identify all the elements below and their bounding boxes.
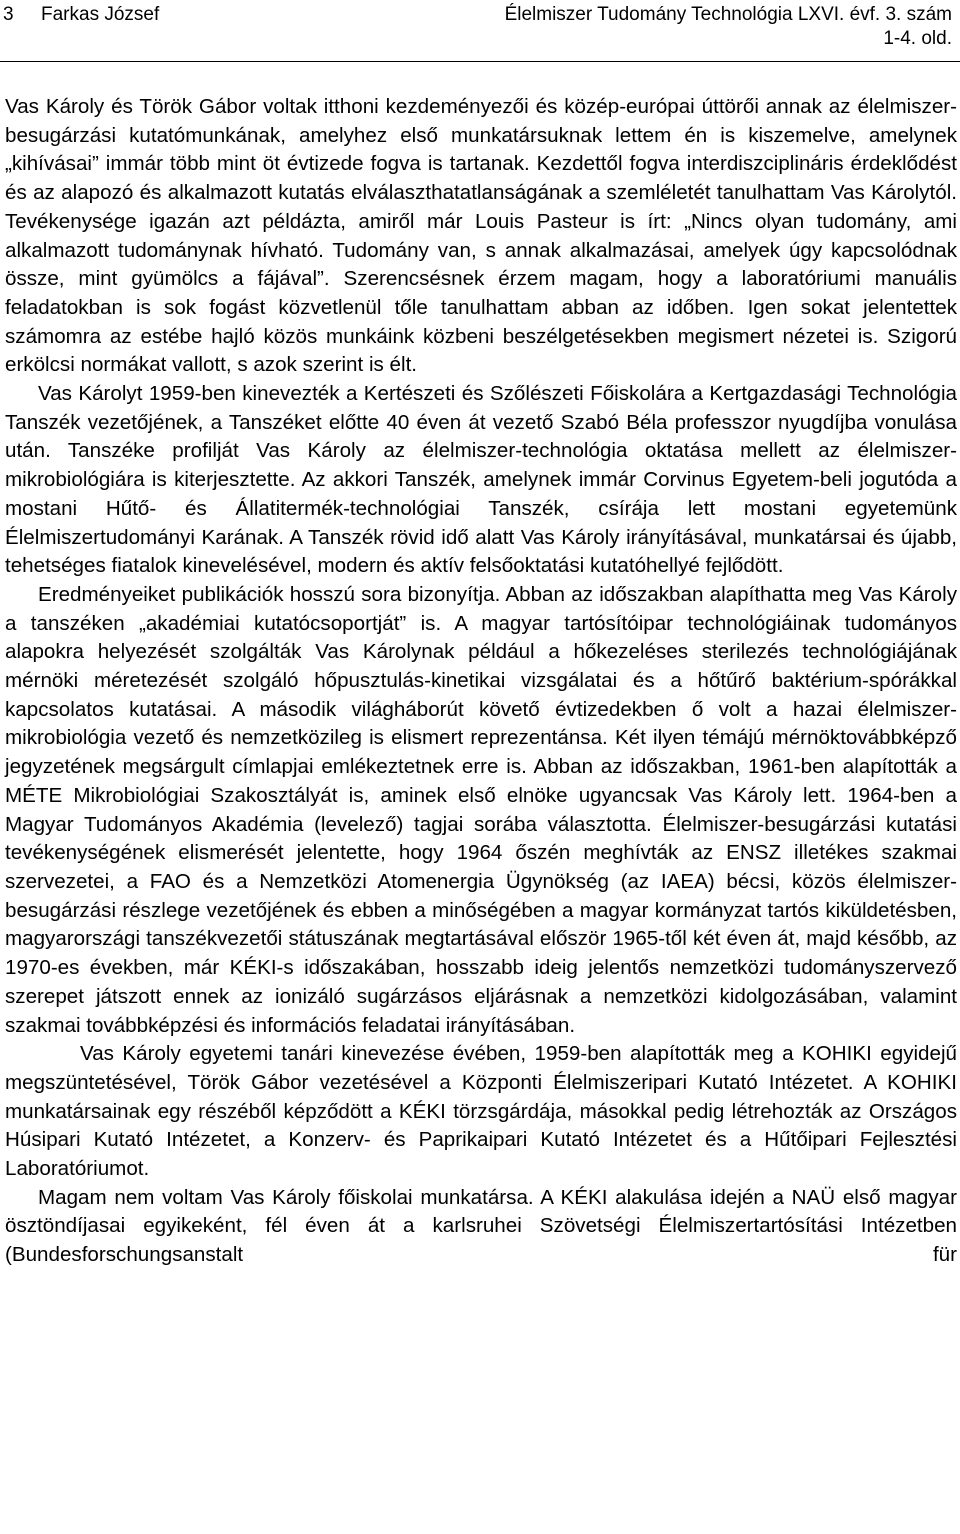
paragraph-1: Vas Károly és Török Gábor voltak itthoni kezdeményezői és közép-európai úttörői annak az élelmiszer-besugárzási kutatómunkának, amelyhez első munkatársuknak lettem én is kiszemelve, amelynek „kihívásai” immár több mint öt évtizede fogva is tartanak. Kezdettől fogva interdiszciplináris érdeklődést és az alapozó és alkalmazott kutatás elválaszthatatlanságának a szemléletét tanulhattam Vas Károlytól. Tevékenysége igazán azt példázta, amiről már Louis Pasteur is írt: „Nincs olyan tudomány, ami alkalmazott tudománynak hívható. Tudomány van, s annak alkalmazásai, amelyek úgy kapcsolódnak össze, mint gyümölcs a fájával”. Szerencsésnek érzem magam, hogy a laboratóriumi manuális feladatokban is sok fogást közvetlenül tőle tanulhattam abban az időben. Igen sokat jelentettek számomra az estébe hajló közös munkáink közbeni beszélgetésekben megismert nézetei is. Szigorú erkölcsi normákat vallott, s azok szerint is élt.: [5, 95, 957, 377]
paragraph-5: Magam nem voltam Vas Károly főiskolai munkatársa. A KÉKI alakulása idején a NAÜ első magyar ösztöndíjasai egyikeként, fél éven át a karlsruhei Szövetségi Élelmiszertartósítási Intézetben (Bundesforschungsanstalt für: [5, 1185, 957, 1267]
paragraph-4: Vas Károly egyetemi tanári kinevezése évében, 1959-ben alapították meg a KOHIKI egyidejű megszüntetésével, Török Gábor vezetésével a Központi Élelmiszeripari Kutató Intézetet. A KOHIKI munkatársainak egy részéből képződött a KÉKI törzsgárdája, másokkal pedig létrehozták az Országos Húsipari Kutató Intézetet, a Konzerv- és Paprikaipari Kutató Intézetet és a Hűtőipari Fejlesztési Laboratóriumot.: [5, 1042, 957, 1181]
header-journal: Élelmiszer Tudomány Technológia LXVI. évf. 3. szám: [504, 4, 952, 25]
header-pages: 1-4. old.: [883, 28, 952, 49]
paragraph-2: Vas Károlyt 1959-ben kinevezték a Kertészeti és Szőlészeti Főiskolára a Kertgazdasági Technológia Tanszék vezetőjének, a Tanszéket előtte 40 éven át vezető Szabó Béla professzor nyugdíjba vonulása után. Tanszéke profilját Vas Károly az élelmiszer-technológia oktatása mellett az élelmiszer-mikrobiológiára is kiterjesztette. Az akkori Tanszék, amelynek immár Corvinus Egyetem-beli jogutóda a mostani Hűtő- és Állatitermék-technológiai Tanszék, csírája lett mostani egyetemünk Élelmiszertudományi Karának. A Tanszék rövid idő alatt Vas Károly irányításával, munkatársai és újabb, tehetséges fiatalok kinevelésével, modern és aktív felsőoktatási kutatóhellyé fejlődött.: [5, 382, 957, 578]
page-header: [0, 0, 960, 48]
header-rule: [0, 61, 960, 62]
header-author: Farkas József: [41, 4, 160, 25]
paragraph-3: Eredményeiket publikációk hosszú sora bizonyítja. Abban az időszakban alapíthatta meg Vas Károly a tanszéken „akadémiai kutatócsoportját” is. A magyar tartósítóipar technológiáinak tudományos alapokra helyezését szolgálták Vas Károlynak például a hőkezeléses sterilezés technológiájának mérnöki méretezését szolgáló hőpusztulás-kinetikai vizsgálatai és a hőtűrő baktérium-spórákkal kapcsolatos kutatásai. A második világháborút követő évtizedekben ő volt a hazai élelmiszer-mikrobiológia vezető és nemzetközileg is elismert reprezentánsa. Két ilyen témájú mérnöktovábbképző jegyzetének megsárgult címlapjai emlékeztetnek erre is. Abban az időszakban, 1961-ben alapították a MÉTE Mikrobiológiai Szakosztályát is, aminek első elnöke ugyancsak Vas Károly lett. 1964-ben a Magyar Tudományos Akadémia (levelező) tagjai sorába választotta. Élelmiszer-besugárzási kutatási tevékenységének elismerését jelentette, hogy 1964 őszén meghívták az ENSZ illetékes szakmai szervezetei, a FAO és a Nemzetközi Atomenergia Ügynökség (az IAEA) bécsi, közös élelmiszer-besugárzási részlege vezetőjének és ebben a minőségében a magyar kormányzat tartós kiküldetésben, magyarországi tanszékvezetői státuszának megtartásával először 1965-től két éven át, majd később, az 1970-es években, már KÉKI-s időszakában, hosszabb ideig jelentős nemzetközi tudományszervező szerepet játszott ennek az ionizáló sugárzásos eljárásnak a nemzetközi kidolgozásában, valamint szakmai továbbképzési és információs feladatai irányításában.: [5, 582, 957, 1037]
article-body: [5, 93, 957, 1270]
page-number: 3: [3, 4, 14, 25]
